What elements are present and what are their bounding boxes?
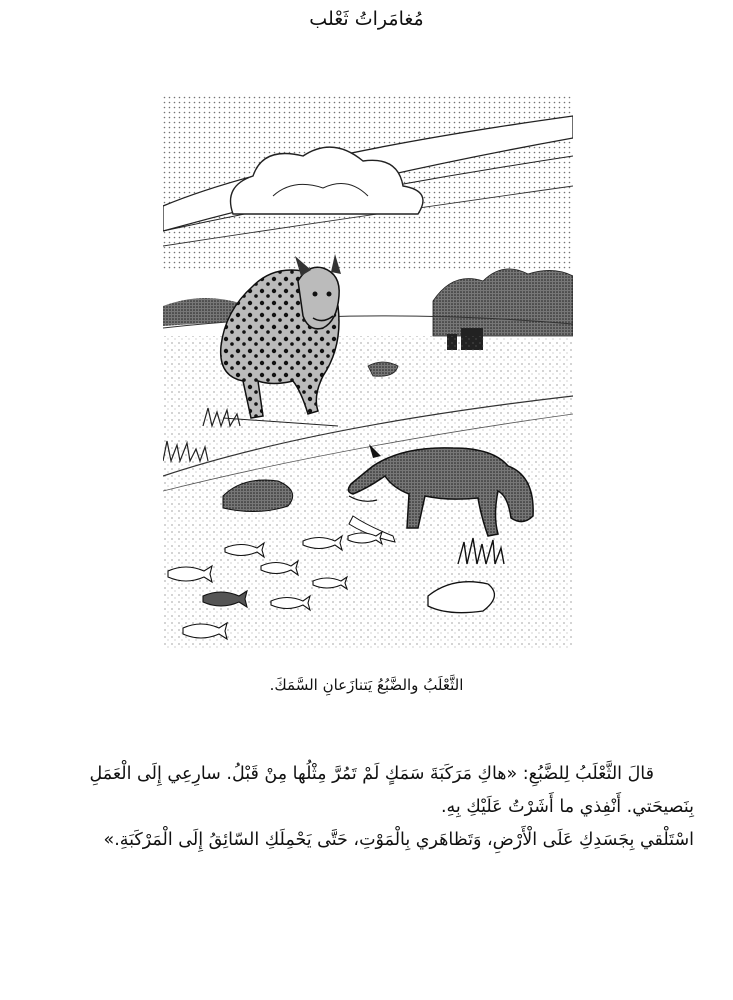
story-paragraph: اسْتَلْقي بِجَسَدِكِ عَلَى الْأَرْضِ، وَتَظاهَري بِالْمَوْتِ، حَتَّى يَحْمِلَكِ السّائِقُ إِلَى الْمَرْكَبَةِ.»: [103, 830, 694, 850]
illustration-caption: الثَّعْلَبُ والضَّبُعُ يَتنازَعانِ السَّمَكَ.: [269, 676, 464, 694]
story-paragraph: قالَ الثَّعْلَبُ لِلضَّبُعِ: «هاكِ مَرَكَبَةَ سَمَكٍ لَمْ تَمُرَّ مِثْلُها مِنْ قَبْلُ. سارِعِي إِلَى الْعَمَلِ بِنَصيحَتي. أَنْفِذي ما أَشَرْتُ عَلَيْكِ بِهِ.: [89, 764, 694, 817]
story-text: [38, 758, 694, 857]
fox-and-hyena-illustration: [163, 96, 573, 648]
page-title: مُغامَراتُ ثَعْلب: [309, 8, 424, 30]
